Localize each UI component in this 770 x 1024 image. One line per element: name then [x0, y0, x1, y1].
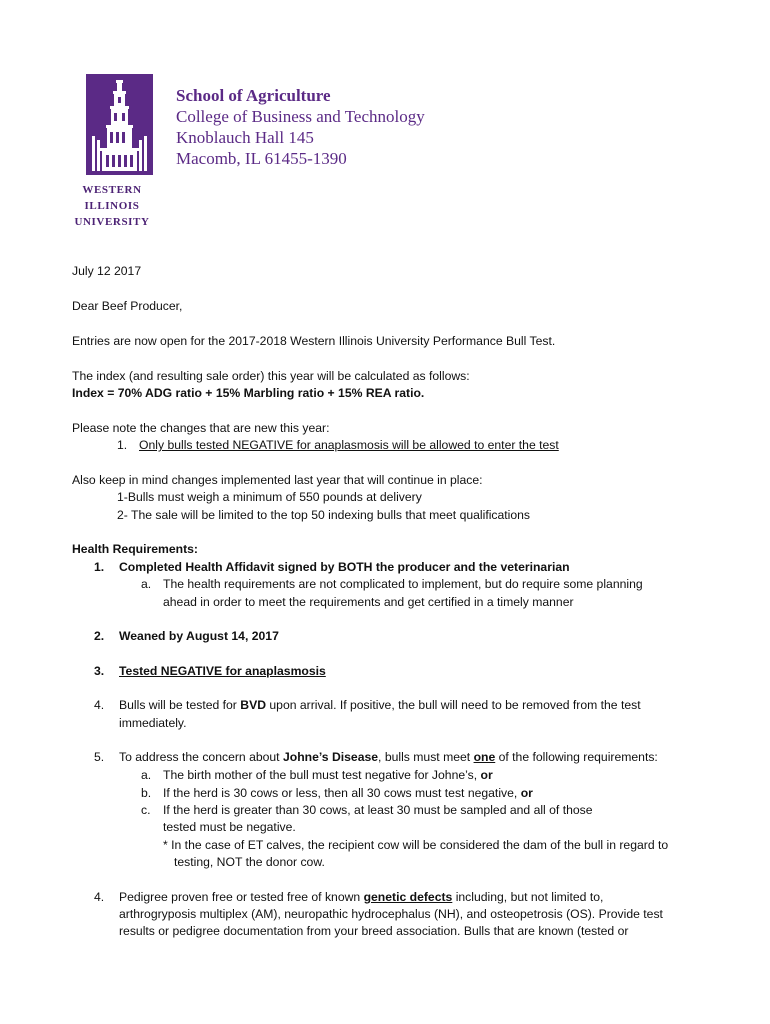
requirement-6-line3: results or pedigree documentation from your breed association. Bulls that are known (tested or [119, 924, 629, 938]
requirement-5c-line2: tested must be negative. [163, 820, 296, 834]
johnes-term: Johne’s Disease [282, 750, 379, 764]
requirement-5-line1 [119, 749, 658, 766]
hall-address: Knoblauch Hall 145 [176, 128, 314, 147]
requirement-5b-letter: b. [141, 786, 152, 800]
requirement-5c-line1: If the herd is greater than 30 cows, at least 30 must be sampled and all of those [163, 803, 593, 817]
requirement-6-line1 [119, 889, 603, 906]
health-heading: Health Requirements: [72, 542, 198, 556]
logo-word-illinois: ILLINOIS [84, 200, 140, 212]
index-intro: The index (and resulting sale order) this year will be calculated as follows: [72, 369, 470, 383]
requirement-5c-letter: c. [141, 803, 151, 817]
university-logo-tower [86, 74, 153, 175]
keep-intro: Also keep in mind changes implemented last year that will continue in place: [72, 473, 483, 487]
requirement-1a-line1: The health requirements are not complicated to implement, but do require some planning [163, 577, 643, 591]
requirement-4-post: upon arrival. If positive, the bull will need to be removed from the test [266, 698, 641, 712]
letter-date: July 12 2017 [72, 264, 142, 278]
requirement-5a-letter: a. [141, 768, 152, 782]
salutation: Dear Beef Producer, [72, 299, 183, 313]
requirement-5b-body: If the herd is 30 cows or less, then all 30 cows must test negative, [163, 786, 521, 800]
requirement-3-text: Tested NEGATIVE for anaplasmosis [119, 664, 326, 678]
requirement-6-post: including, but not limited to, [452, 890, 604, 904]
logo-word-university: UNIVERSITY [74, 216, 150, 228]
requirement-1-text: Completed Health Affidavit signed by BOTH the producer and the veterinarian [119, 560, 570, 574]
genetic-defects-term: genetic defects [363, 890, 453, 904]
requirement-2-text: Weaned by August 14, 2017 [119, 629, 279, 643]
requirement-2-number: 2. [94, 629, 105, 643]
requirement-5a-or: or [480, 768, 493, 782]
entries-paragraph: Entries are now open for the 2017-2018 Western Illinois University Performance Bull Test. [72, 334, 556, 348]
requirement-5a-text [163, 767, 493, 784]
requirement-5-mid: , bulls must meet [378, 750, 474, 764]
requirement-5b-text [163, 785, 533, 802]
et-note-line2: testing, NOT the donor cow. [174, 855, 325, 869]
college-name: College of Business and Technology [176, 107, 425, 126]
tower-icon [86, 74, 153, 175]
et-note-line1: * In the case of ET calves, the recipient cow will be considered the dam of the bull in regard to [163, 838, 669, 852]
requirement-6-number: 4. [94, 890, 105, 904]
requirement-5b-or: or [520, 786, 533, 800]
logo-word-western: WESTERN [82, 184, 142, 196]
bvd-term: BVD [240, 698, 266, 712]
requirement-5-pre: To address the concern about [119, 750, 283, 764]
requirement-4-line1 [119, 697, 641, 714]
index-formula: Index = 70% ADG ratio + 15% Marbling ratio + 15% REA ratio. [72, 386, 425, 400]
school-name: School of Agriculture [176, 86, 331, 105]
change-1-number: 1. [117, 438, 128, 452]
requirement-4-pre: Bulls will be tested for [119, 698, 241, 712]
requirement-6-pre: Pedigree proven free or tested free of known [119, 890, 364, 904]
requirement-1a-line2: ahead in order to meet the requirements and get certified in a timely manner [163, 595, 574, 609]
requirement-6-line2: arthrogryposis multiplex (AM), neuropathic hydrocephalus (NH), and osteopetrosis (OS). Provide test [119, 907, 663, 921]
requirement-1-number: 1. [94, 560, 105, 574]
keep-item-2: 2- The sale will be limited to the top 50 indexing bulls that meet qualifications [117, 508, 531, 522]
keep-item-1: 1-Bulls must weigh a minimum of 550 pounds at delivery [117, 490, 422, 504]
requirement-5-post: of the following requirements: [495, 750, 658, 764]
change-1-text: Only bulls tested NEGATIVE for anaplasmosis will be allowed to enter the test [139, 438, 559, 452]
one-term: one [473, 750, 496, 764]
requirement-4-number: 4. [94, 698, 105, 712]
changes-intro: Please note the changes that are new this year: [72, 421, 330, 435]
requirement-3-number: 3. [94, 664, 105, 678]
requirement-5-number: 5. [94, 750, 105, 764]
requirement-5a-body: The birth mother of the bull must test negative for Johne’s, [163, 768, 481, 782]
requirement-1a-letter: a. [141, 577, 152, 591]
requirement-4-line2: immediately. [119, 716, 187, 730]
city-address: Macomb, IL 61455-1390 [176, 149, 347, 168]
